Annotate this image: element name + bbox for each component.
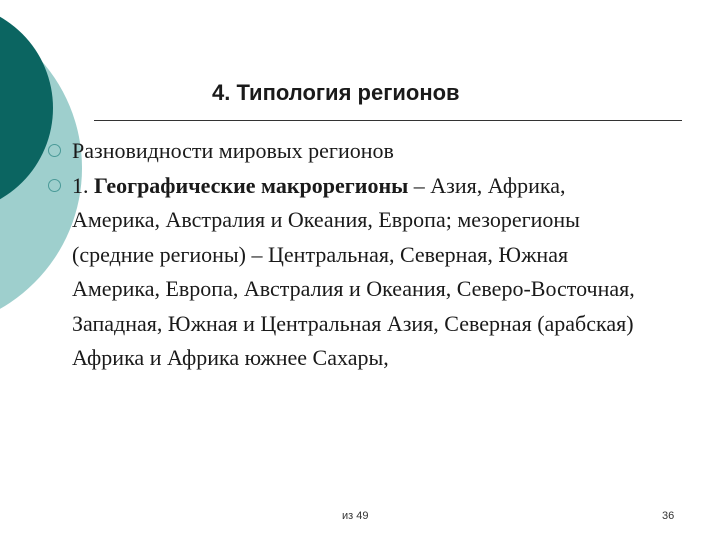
bullet-prefix: 1.	[72, 172, 94, 198]
title-underline	[94, 120, 682, 121]
bullet-item	[72, 134, 642, 169]
bullet-list	[72, 134, 642, 376]
footer-page-total: из 49	[342, 510, 369, 522]
ring-bullet-icon	[48, 144, 61, 157]
bullet-text: – Азия, Африка, Америка, Австралия и Океания, Европа; мезорегионы (средние регионы) – Центральная, Северная, Южная Америка, Европа, Австралия и Океания, Северо-Восточная, Западная, Южная и Центральная Азия, Северная (арабская) Африка и Африка южнее Сахары,	[72, 172, 635, 370]
slide-title: 4. Типология регионов	[212, 80, 460, 105]
bullet-text: Разновидности мировых регионов	[72, 138, 394, 163]
page-number: 36	[662, 510, 675, 522]
ring-bullet-icon	[48, 179, 61, 192]
bullet-item	[72, 169, 642, 376]
bullet-bold-term: Географические макрорегионы	[94, 172, 409, 198]
